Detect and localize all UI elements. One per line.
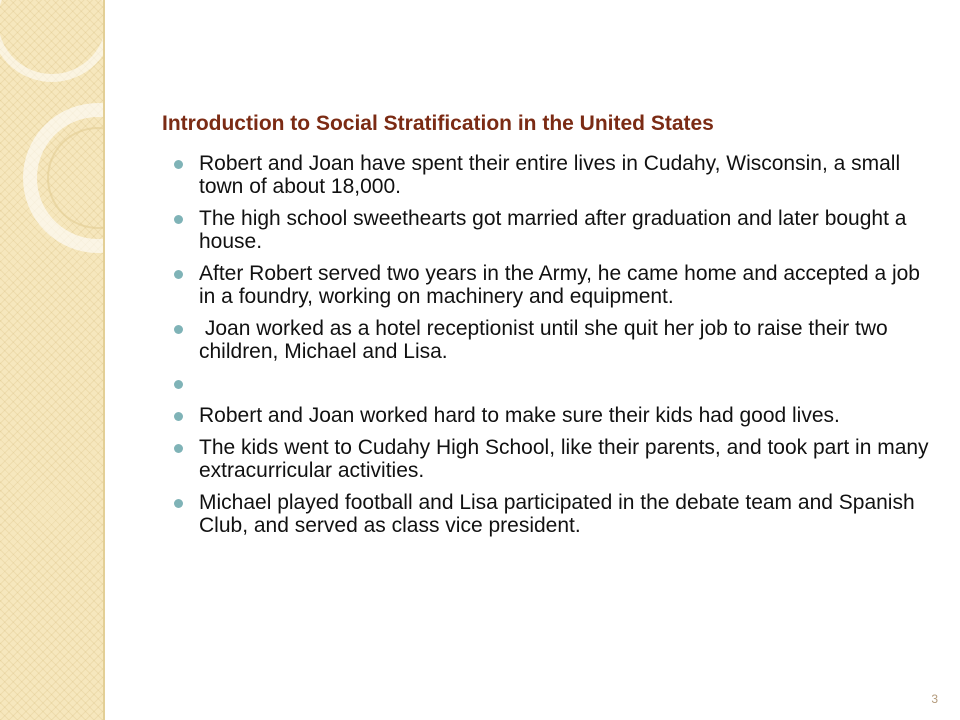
- bullet-item: [174, 262, 934, 308]
- decorative-circles: [0, 0, 105, 720]
- bullet-text: The kids went to Cudahy High School, like their parents, and took part in many extracurricular activities.: [199, 436, 929, 482]
- bullet-dot-icon: [174, 270, 183, 279]
- bullet-text: Michael played football and Lisa participated in the debate team and Spanish Club, and served as class vice president.: [199, 491, 915, 537]
- bullet-item: [174, 404, 934, 427]
- bullet-list: [174, 152, 934, 546]
- bullet-text: Robert and Joan worked hard to make sure their kids had good lives.: [199, 404, 840, 427]
- decorative-sidebar: [0, 0, 105, 720]
- bullet-dot-icon: [174, 380, 183, 389]
- bullet-item: [174, 207, 934, 253]
- bullet-item: [174, 491, 934, 537]
- bullet-text: Joan worked as a hotel receptionist until she quit her job to raise their two children, Michael and Lisa.: [199, 317, 894, 363]
- bullet-dot-icon: [174, 325, 183, 334]
- page-number: 3: [931, 692, 938, 706]
- bullet-item: [174, 317, 934, 363]
- bullet-dot-icon: [174, 215, 183, 224]
- bullet-dot-icon: [174, 412, 183, 421]
- bullet-item: [174, 436, 934, 482]
- bullet-text: Robert and Joan have spent their entire lives in Cudahy, Wisconsin, a small town of about 18,000.: [199, 152, 901, 198]
- bullet-text: The high school sweethearts got married after graduation and later bought a house.: [199, 207, 907, 253]
- bullet-dot-icon: [174, 444, 183, 453]
- bullet-dot-icon: [174, 499, 183, 508]
- bullet-dot-icon: [174, 160, 183, 169]
- bullet-item-empty: [174, 372, 934, 395]
- bullet-text: After Robert served two years in the Army, he came home and accepted a job in a foundry, working on machinery and equipment.: [199, 262, 920, 308]
- slide-title: Introduction to Social Stratification in the United States: [162, 112, 714, 135]
- bullet-item: [174, 152, 934, 198]
